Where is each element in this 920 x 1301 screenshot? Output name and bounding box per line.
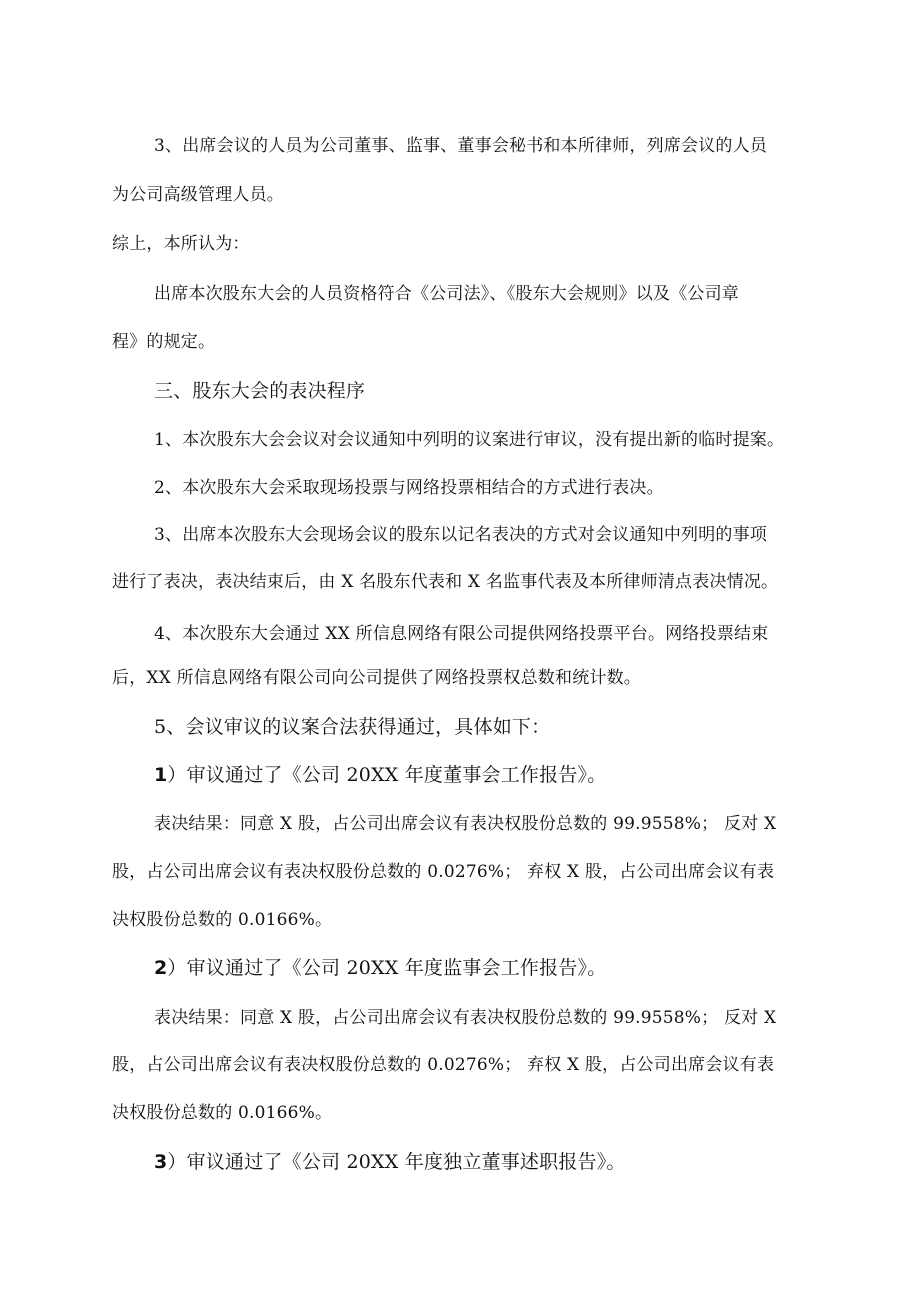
paragraph-line: 3、出席会议的人员为公司董事、监事、董事会秘书和本所律师，列席会议的人员 — [154, 136, 768, 156]
agenda-item-text: ）审议通过了《公司 20XX 年度独立董事述职报告》。 — [167, 1151, 626, 1173]
paragraph-line: 程》的规定。 — [112, 332, 216, 352]
paragraph-line: 股，占公司出席会议有表决权股份总数的 0.0276%； 弃权 X 股，占公司出席会议有表 — [112, 862, 775, 882]
paragraph-line: 为公司高级管理人员。 — [112, 185, 284, 205]
agenda-item-3 — [154, 1149, 626, 1175]
paragraph-line: 1、本次股东大会会议对会议通知中列明的议案进行审议，没有提出新的临时提案。 — [154, 430, 785, 450]
agenda-item-text: ）审议通过了《公司 20XX 年度董事会工作报告》。 — [167, 764, 607, 786]
paragraph-line: 4、本次股东大会通过 XX 所信息网络有限公司提供网络投票平台。网络投票结束 — [154, 624, 769, 644]
paragraph-line: 进行了表决，表决结束后，由 X 名股东代表和 X 名监事代表及本所律师清点表决情况。 — [112, 572, 779, 592]
paragraph-line: 决权股份总数的 0.0166%。 — [112, 910, 333, 930]
item-number: 2 — [154, 957, 168, 979]
section-heading: 三、股东大会的表决程序 — [154, 380, 366, 402]
paragraph-line: 股，占公司出席会议有表决权股份总数的 0.0276%； 弃权 X 股，占公司出席会议有表 — [112, 1055, 775, 1075]
paragraph-line: 综上，本所认为： — [112, 234, 250, 254]
paragraph-line: 3、出席本次股东大会现场会议的股东以记名表决的方式对会议通知中列明的事项 — [154, 525, 768, 545]
paragraph-line: 表决结果：同意 X 股，占公司出席会议有表决权股份总数的 99.9558%； 反对 X — [154, 1008, 777, 1028]
agenda-item-2 — [154, 955, 606, 981]
paragraph-line: 2、本次股东大会采取现场投票与网络投票相结合的方式进行表决。 — [154, 478, 664, 498]
paragraph-line: 决权股份总数的 0.0166%。 — [112, 1103, 333, 1123]
item-number: 1 — [154, 764, 168, 786]
paragraph-line: 表决结果：同意 X 股，占公司出席会议有表决权股份总数的 99.9558%； 反对 X — [154, 814, 777, 834]
item-heading: 5、会议审议的议案合法获得通过，具体如下： — [154, 716, 551, 738]
paragraph-line: 后，XX 所信息网络有限公司向公司提供了网络投票权总数和统计数。 — [112, 668, 642, 688]
agenda-item-text: ）审议通过了《公司 20XX 年度监事会工作报告》。 — [167, 957, 607, 979]
item-number: 3 — [154, 1151, 168, 1173]
agenda-item-1 — [154, 762, 606, 788]
paragraph-line: 出席本次股东大会的人员资格符合《公司法》、《股东大会规则》以及《公司章 — [154, 284, 739, 304]
